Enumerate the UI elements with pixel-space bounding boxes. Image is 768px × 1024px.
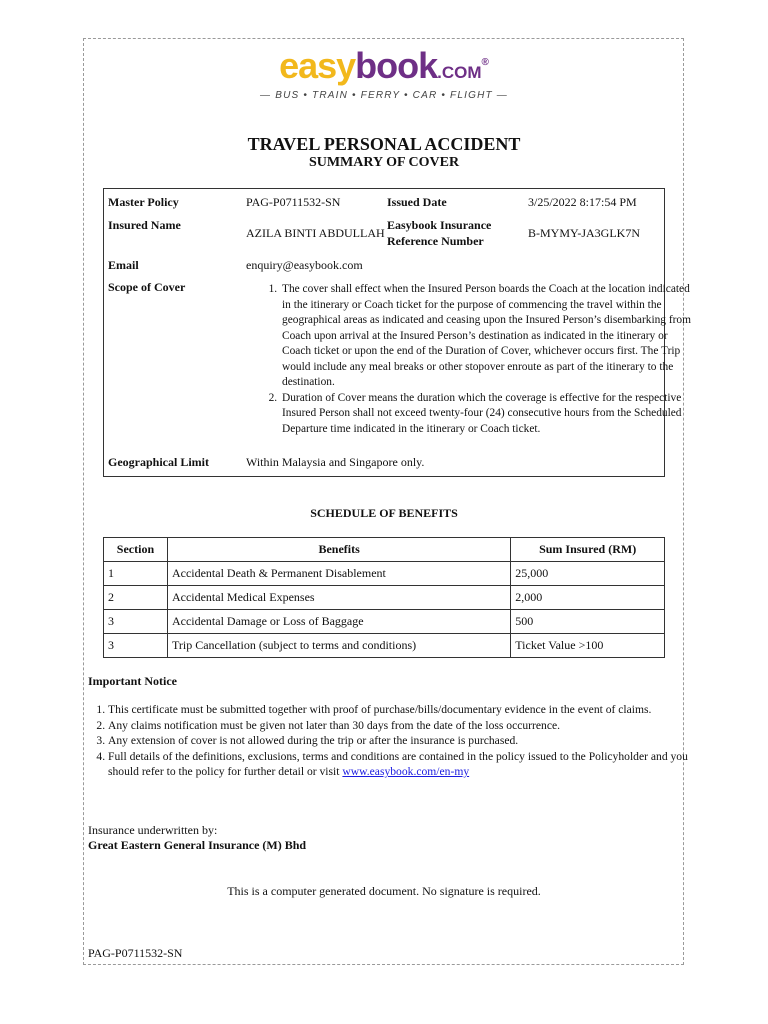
issued-date-label: Issued Date [387, 195, 447, 209]
column-header-section: Section [104, 538, 168, 562]
table-row [104, 586, 665, 610]
easybook-website-link[interactable]: www.easybook.com/en-my [342, 765, 470, 778]
column-header-sum-insured: Sum Insured (RM) [511, 538, 665, 562]
scope-of-cover-label: Scope of Cover [108, 280, 186, 294]
table-row [104, 562, 665, 586]
logo-easy-text: easy [279, 45, 356, 86]
benefit-cell: Accidental Medical Expenses [167, 586, 510, 610]
table-row [104, 634, 665, 658]
logo-com-text: .COM [437, 63, 482, 82]
section-cell: 3 [104, 634, 168, 658]
geographical-limit-label: Geographical Limit [108, 455, 209, 469]
insured-name-value: AZILA BINTI ABDULLAH [246, 226, 385, 240]
master-policy-value: PAG-P0711532-SN [246, 195, 341, 209]
footer-policy-reference: PAG-P0711532-SN [88, 946, 183, 960]
reference-number-label-line2: Reference Number [387, 234, 484, 248]
notice-item [108, 749, 704, 780]
benefit-cell: Trip Cancellation (subject to terms and conditions) [167, 634, 510, 658]
registered-mark: ® [481, 57, 489, 68]
policy-info-box [103, 188, 691, 477]
section-cell: 1 [104, 562, 168, 586]
reference-number-value: B-MYMY-JA3GLK7N [528, 226, 641, 240]
issued-date-value: 3/25/2022 8:17:54 PM [528, 195, 637, 209]
sum-insured-cell: 500 [511, 610, 665, 634]
logo-book-text: book [355, 45, 438, 86]
section-cell: 2 [104, 586, 168, 610]
document-title: TRAVEL PERSONAL ACCIDENT [247, 134, 521, 154]
geographical-limit-value: Within Malaysia and Singapore only. [246, 455, 425, 469]
benefit-cell: Accidental Damage or Loss of Baggage [167, 610, 510, 634]
notice-item: 1. This certificate must be submitted together with proof of purchase/bills/documentary evidence in the event of claims. [108, 702, 704, 718]
sum-insured-cell: Ticket Value >100 [511, 634, 665, 658]
important-notice-list [88, 702, 704, 780]
notice-item: 2. Any claims notification must be given not later than 30 days from the date of the loss occurrence. [108, 718, 704, 734]
benefit-cell: Accidental Death & Permanent Disablement [167, 562, 510, 586]
scope-item: 2. Duration of Cover means the duration which the coverage is effective for the respective Insured Person shall not exceed twenty-four (24) consecutive hours from the Scheduled Departure time indicated in the itinerary or Coach ticket. [280, 391, 696, 438]
sum-insured-cell: 25,000 [511, 562, 665, 586]
benefits-table [103, 537, 665, 658]
table-header-row [104, 538, 665, 562]
email-label: Email [108, 258, 139, 272]
easybook-logo [0, 45, 768, 101]
reference-number-label-line1: Easybook Insurance [387, 218, 492, 232]
computer-generated-disclaimer: This is a computer generated document. No signature is required. [227, 884, 541, 898]
master-policy-label: Master Policy [108, 195, 179, 209]
column-header-benefits: Benefits [167, 538, 510, 562]
important-notice-heading: Important Notice [88, 674, 177, 688]
notice-item-text: Full details of the definitions, exclusions, terms and conditions are contained in the policy issued to the Policyholder and you should refer to the policy for further detail or visit [108, 749, 688, 778]
underwriter-label: Insurance underwritten by: [88, 823, 218, 837]
section-cell: 3 [104, 610, 168, 634]
sum-insured-cell: 2,000 [511, 586, 665, 610]
email-value: enquiry@easybook.com [246, 258, 363, 272]
insured-name-label: Insured Name [108, 218, 181, 232]
table-row [104, 610, 665, 634]
logo-tagline: — BUS • TRAIN • FERRY • CAR • FLIGHT — [260, 90, 508, 101]
notice-item: 3. Any extension of cover is not allowed during the trip or after the insurance is purchased. [108, 733, 704, 749]
underwriter-name: Great Eastern General Insurance (M) Bhd [88, 838, 307, 852]
schedule-of-benefits-title: SCHEDULE OF BENEFITS [310, 506, 458, 520]
document-subtitle: SUMMARY OF COVER [308, 155, 460, 170]
scope-item: 1. The cover shall effect when the Insured Person boards the Coach at the location indicated in the itinerary or Coach ticket for the purpose of commencing the travel within the geographical areas as indicated and ceasing upon the Insured Person’s disembarking from Coach upon arrival at the Insured Person’s destination as indicated in the itinerary or Coach ticket or upon the end of the Duration of Cover, whichever occurs first. The Trip would include any meal breaks or other stopover enroute as part of the itinerary to the destination. [280, 282, 696, 391]
scope-of-cover-list [246, 282, 696, 437]
